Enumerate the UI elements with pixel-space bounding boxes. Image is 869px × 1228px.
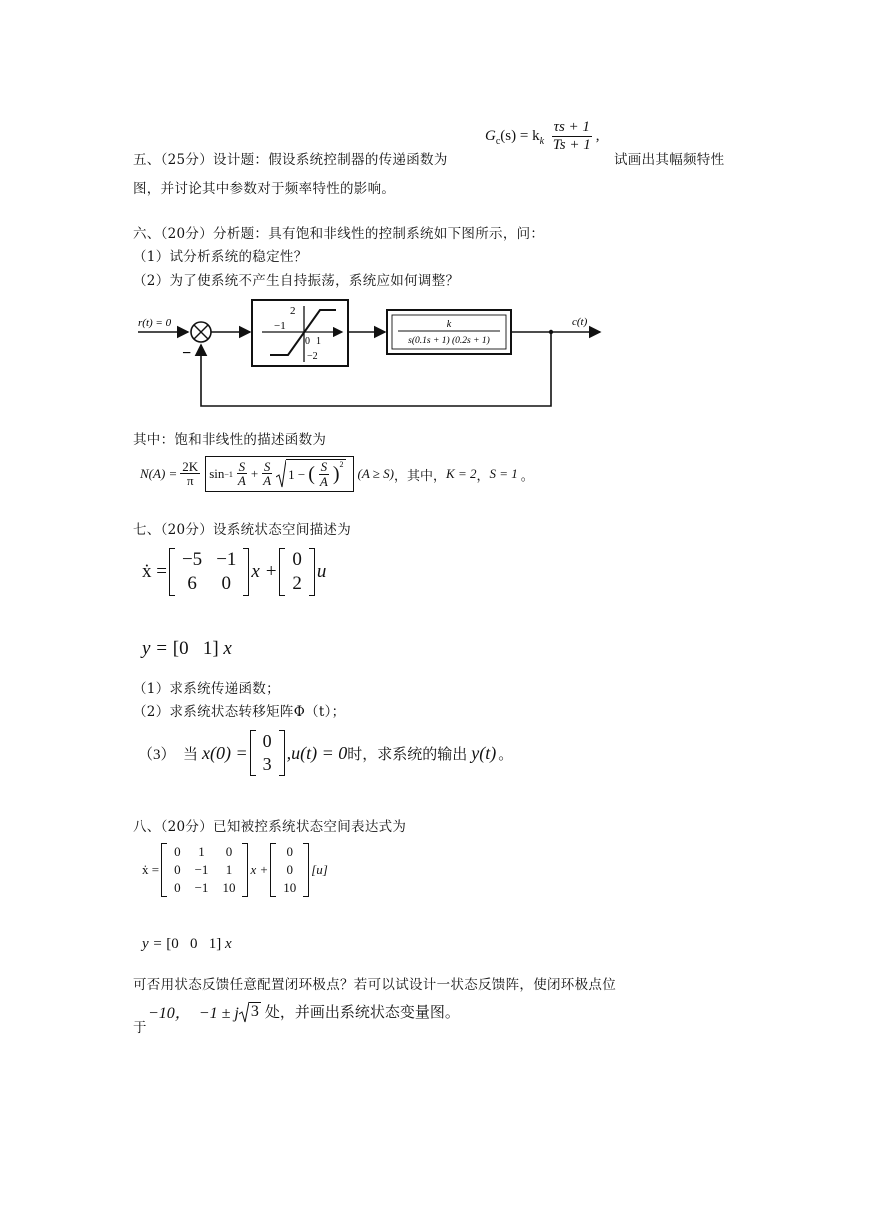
df-frac1 bbox=[236, 460, 248, 489]
q8-matrix-A bbox=[161, 843, 248, 897]
df-end: 。 bbox=[520, 467, 534, 483]
q8-x-plus: x + bbox=[250, 862, 269, 877]
sqrt-sign-icon bbox=[239, 1001, 249, 1023]
df-frac1-den: A bbox=[237, 473, 246, 489]
df-frac1-num: S bbox=[238, 458, 246, 474]
df-plus: + bbox=[250, 466, 259, 481]
df-k-value: K = 2 bbox=[446, 466, 477, 481]
df-frac2-den: A bbox=[263, 473, 272, 489]
q5-title-suffix: 试画出其幅频特性 bbox=[614, 152, 725, 168]
q8-y-eq: y = bbox=[142, 936, 163, 952]
q7-matrix-A bbox=[169, 548, 249, 596]
q7-u: u bbox=[316, 561, 327, 582]
q8-line2-prefix: 于 bbox=[133, 1020, 147, 1036]
q8-matrix-C: [0 0 1] bbox=[166, 936, 222, 952]
df-tail: ，其中， bbox=[394, 468, 447, 484]
q5-line2: 图，并讨论其中参数对于频率特性的影响。 bbox=[133, 181, 396, 197]
diagram-feedback-line bbox=[201, 332, 551, 406]
df-separator: ， bbox=[476, 467, 490, 483]
df-condition: (A ≥ S) bbox=[357, 466, 395, 481]
q7-x0-2: 3 bbox=[262, 754, 272, 774]
q5-formula-sub-c: c bbox=[495, 136, 501, 148]
q5-formula bbox=[485, 120, 599, 153]
q7-output-equation bbox=[142, 638, 232, 660]
df-sin: sin bbox=[209, 466, 225, 481]
q5-numerator: τs + 1 bbox=[553, 119, 590, 135]
q7-A-22: 0 bbox=[221, 573, 232, 594]
q8-B-3: 10 bbox=[283, 880, 297, 895]
sqrt-sign-icon bbox=[276, 459, 286, 489]
plant-block bbox=[387, 310, 511, 354]
q7-state-equation bbox=[142, 548, 326, 596]
q7-matrix-B bbox=[279, 548, 315, 596]
q8-A-33: 10 bbox=[222, 880, 236, 895]
q8-B-2: 0 bbox=[286, 862, 293, 877]
q7-matrix-x0 bbox=[250, 730, 285, 776]
q8-sqrt3 bbox=[239, 1001, 261, 1023]
q5-fraction bbox=[551, 120, 593, 153]
q7-sub3-y: y(t) bbox=[471, 742, 497, 763]
df-square: 2 bbox=[339, 460, 344, 470]
df-sqrt bbox=[276, 459, 345, 489]
q7-sub3 bbox=[138, 730, 513, 776]
df-frac2-num: S bbox=[263, 458, 271, 474]
df-frac2 bbox=[261, 460, 273, 489]
q8-A-11: 0 bbox=[174, 844, 181, 859]
q7-A-11: −5 bbox=[181, 549, 203, 570]
df-sup: −1 bbox=[224, 469, 233, 479]
q8-xdot: ẋ = bbox=[142, 862, 160, 877]
q7-sub3-text: 时，求系统的输出 bbox=[347, 746, 468, 763]
diagram-output-label: c(t) bbox=[572, 316, 588, 328]
df-sqrt-body bbox=[286, 459, 345, 489]
df-one-minus: 1 − bbox=[288, 466, 306, 482]
q8-line1: 可否用状态反馈任意配置闭环极点？若可以试设计一状态反馈阵，使闭环极点位 bbox=[133, 977, 616, 993]
q6-sub1: （1）试分析系统的稳定性？ bbox=[133, 249, 308, 265]
saturation-label-neg1: −1 bbox=[274, 320, 286, 332]
q7-sub1: （1）求系统传递函数； bbox=[133, 681, 280, 697]
q6-note: 其中：饱和非线性的描述函数为 bbox=[133, 432, 327, 448]
df-coef bbox=[180, 460, 200, 489]
df-bracket-close bbox=[349, 456, 354, 492]
q7-matrix-C: [0 1] bbox=[172, 638, 219, 659]
q8-A-22: −1 bbox=[194, 862, 209, 877]
block-diagram bbox=[130, 292, 610, 417]
q8-sqrt3-value: 3 bbox=[250, 1003, 259, 1020]
q8-A-23: 1 bbox=[225, 862, 233, 877]
q5-denominator: Ts + 1 bbox=[552, 136, 591, 153]
q7-sub3-prefix: （3） 当 bbox=[138, 746, 199, 763]
saturation-label-neg2: −2 bbox=[307, 351, 318, 362]
df-bracket bbox=[205, 456, 348, 492]
q8-A-21: 0 bbox=[174, 862, 181, 877]
plant-numerator: k bbox=[446, 319, 452, 330]
df-s-value: S = 1 bbox=[489, 466, 518, 481]
q8-title: 八、（20分）已知被控系统状态空间表达式为 bbox=[133, 819, 407, 835]
df-frac3-num: S bbox=[320, 459, 328, 475]
q6-sub2: （2）为了使系统不产生自持振荡，系统应如何调整？ bbox=[133, 273, 460, 289]
q8-B-1: 0 bbox=[286, 844, 293, 859]
q7-sub2: （2）求系统状态转移矩阵Φ（t）； bbox=[133, 704, 346, 720]
diagram-input-label: r(t) = 0 bbox=[138, 317, 172, 329]
q7-B-2: 2 bbox=[292, 573, 302, 594]
q7-sub3-u: ,u(t) = 0 bbox=[286, 742, 348, 763]
q8-A-32: −1 bbox=[194, 880, 209, 895]
q7-out-x: x bbox=[223, 638, 232, 659]
q7-A-21: 6 bbox=[187, 573, 197, 594]
describing-function bbox=[140, 456, 534, 492]
q8-poles bbox=[148, 1000, 460, 1023]
q7-sub3-x0: x(0) = bbox=[202, 742, 248, 763]
df-lhs: N(A) = bbox=[140, 466, 178, 481]
saturation-label-1: 1 bbox=[316, 336, 321, 347]
df-coef-num: 2K bbox=[182, 458, 199, 474]
q7-x-plus: x + bbox=[251, 561, 278, 582]
saturation-label-2: 2 bbox=[290, 305, 296, 317]
saturation-label-0: 0 bbox=[305, 336, 310, 347]
df-frac3 bbox=[318, 460, 330, 489]
q5-formula-comma: , bbox=[595, 128, 600, 145]
q8-A-31: 0 bbox=[174, 880, 181, 895]
q8-line2-suffix: 处，并画出系统状态变量图。 bbox=[264, 1003, 460, 1021]
q8-output-equation bbox=[142, 936, 232, 953]
diagram-minus-sign: − bbox=[182, 345, 192, 362]
q7-A-12: −1 bbox=[216, 549, 237, 570]
q8-A-12: 1 bbox=[198, 844, 205, 859]
q7-B-1: 0 bbox=[292, 549, 302, 570]
q5-title: 五、（25分）设计题：假设系统控制器的传递函数为 bbox=[133, 152, 448, 168]
q8-out-x: x bbox=[225, 936, 232, 952]
q8-A-13: 0 bbox=[225, 844, 233, 859]
q5-formula-arg: (s) = k bbox=[500, 128, 540, 145]
q7-xdot: ẋ = bbox=[142, 561, 167, 582]
q5-formula-G: G bbox=[485, 128, 496, 145]
df-paren: ( $\frac{S}{A}$ ) $^2$ bbox=[308, 459, 344, 489]
q6-title: 六、（20分）分析题：具有饱和非线性的控制系统如下图所示，问： bbox=[133, 226, 545, 242]
q7-x0-1: 0 bbox=[262, 731, 272, 751]
q5-formula-sub-k: k bbox=[539, 136, 545, 148]
q8-poles-values: −10， −1 ± j bbox=[148, 1005, 239, 1022]
q8-state-equation bbox=[142, 843, 328, 897]
q8-u: [u] bbox=[311, 862, 328, 877]
df-frac3-den: A bbox=[319, 473, 328, 489]
plant-denominator: s(0.1s + 1) (0.2s + 1) bbox=[408, 336, 490, 346]
q7-sub3-end: 。 bbox=[498, 746, 514, 763]
q8-matrix-B bbox=[270, 843, 309, 897]
df-coef-den: π bbox=[186, 473, 194, 489]
q7-y-eq: y = bbox=[142, 638, 169, 659]
q7-title: 七、（20分）设系统状态空间描述为 bbox=[133, 522, 352, 538]
